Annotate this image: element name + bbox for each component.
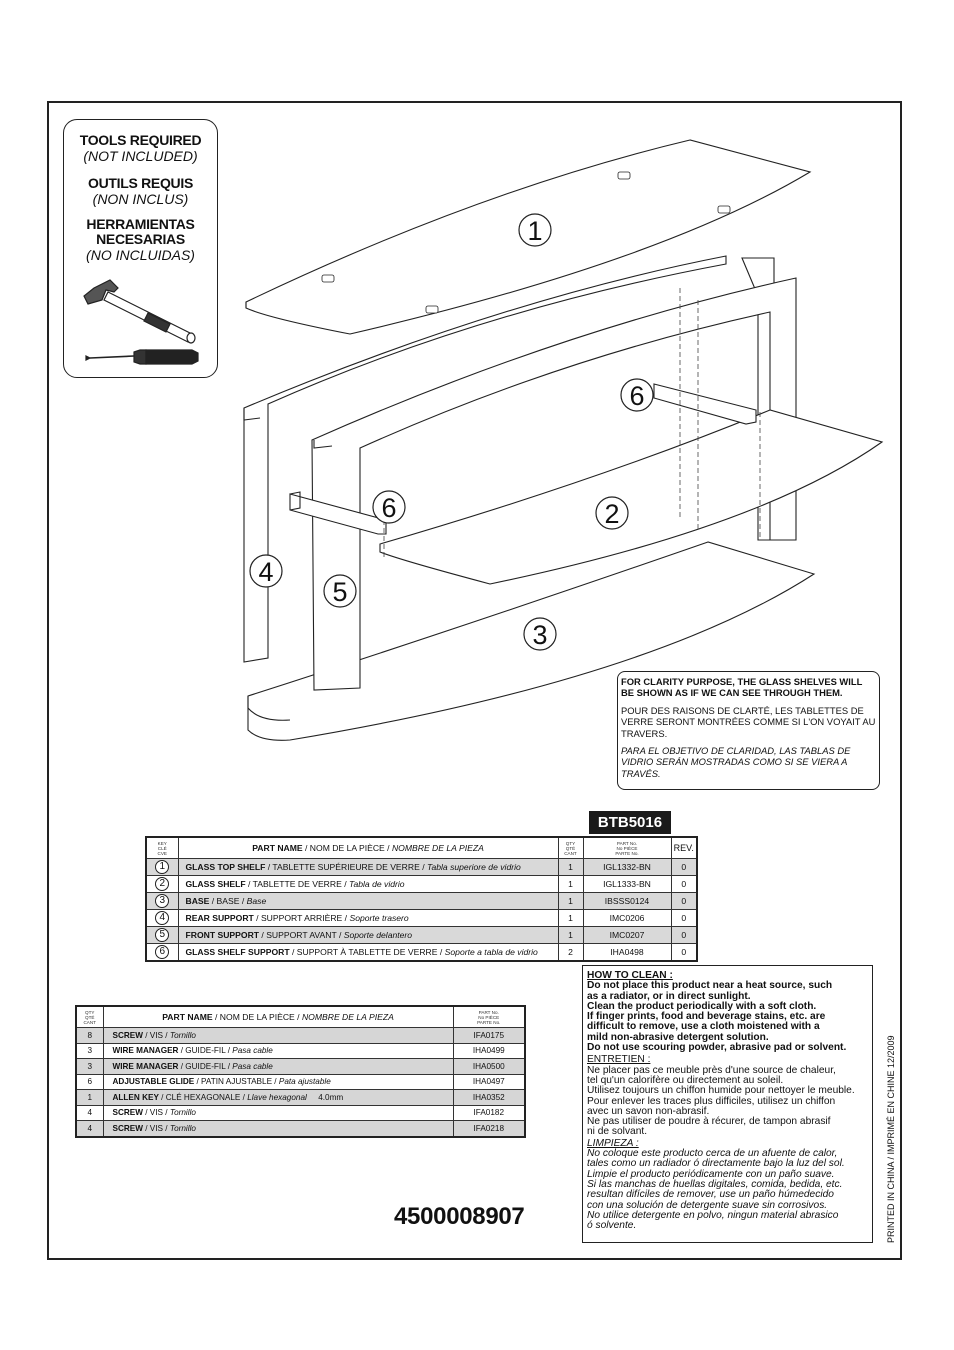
clean-en-line: mild non-abrasive detergent solution. xyxy=(587,1031,769,1043)
parts-table xyxy=(145,836,698,962)
tools-es-sub: (NO INCLUIDAS) xyxy=(86,247,195,263)
callout-6-right xyxy=(621,379,653,411)
clean-fr-line: ni de solvant. xyxy=(587,1126,648,1138)
tools-fr-title: OUTILS REQUIS xyxy=(88,175,193,191)
table-row: 4 SCREW / VIS / Tornillo IFA0218 xyxy=(76,1121,525,1137)
model-number: BTB5016 xyxy=(589,811,671,834)
svg-text:5: 5 xyxy=(332,577,348,607)
clean-en-line: Do not use scouring powder, abrasive pad or solvent. xyxy=(587,1042,847,1054)
callout-1 xyxy=(519,214,551,246)
callout-6-left xyxy=(373,491,405,523)
clean-fr-line: Ne pas utiliser de poudre à récurer, de tampon abrasif xyxy=(587,1116,831,1128)
clean-en-line: Clean the product periodically with a soft cloth. xyxy=(587,1000,817,1012)
clean-es-line: Si las manchas de huellas digitales, comida, bedida, etc. xyxy=(587,1178,843,1190)
svg-text:4: 4 xyxy=(258,557,274,587)
clean-es-line: No coloque este producto cerca de un afuente de calor, xyxy=(587,1148,838,1160)
hardware-table-header: QTY QTÉ CANT PART NAME / NOM DE LA PIÈCE / NOMBRE DE LA PIEZA PART No. No PIÈCE PARTE No. xyxy=(76,1006,525,1028)
tools-en-title: TOOLS REQUIRED xyxy=(79,132,202,148)
shelf-support-right-shape xyxy=(654,384,756,424)
tools-es-title-1: HERRAMIENTAS xyxy=(86,216,195,232)
table-row: 5 FRONT SUPPORT / SUPPORT AVANT / Soporte delantero 1 IMC0207 0 xyxy=(146,927,697,944)
clean-en-title: HOW TO CLEAN : xyxy=(587,970,673,981)
clean-es-line: Limpie el producto periódicamente con un paño suave. xyxy=(587,1168,835,1180)
glass-shelf-shape xyxy=(380,410,882,584)
parts-table-header: KEY CLÉ CVE PART NAME / NOM DE LA PIÈCE / NOMBRE DE LA PIEZA QTY QTÉ CANT PART No. No PIÈCE PARTE No. REV. xyxy=(146,837,697,859)
clean-fr-line: tel qu'un calorifère ou directement au soleil. xyxy=(587,1074,784,1086)
svg-text:6: 6 xyxy=(629,381,645,411)
clarity-note-fr: POUR DES RAISONS DE CLARTÉ, LES TABLETTES DE VERRE SERONT MONTRÉES COMME SI L'ON VOYAIT AU TRAVERS. xyxy=(621,704,876,739)
clean-es-line: resultan difíciles de remover, use un paño húmedecido xyxy=(587,1189,834,1201)
table-row: 4 REAR SUPPORT / SUPPORT ARRIÈRE / Soporte trasero 1 IMC0206 0 xyxy=(146,910,697,927)
clean-es-line: tales como un radiador ó directamente bajo la luz del sol. xyxy=(587,1158,845,1170)
table-row: 3 WIRE MANAGER / GUIDE-FIL / Pasa cable IHA0500 xyxy=(76,1059,525,1075)
clean-fr-line: avec un savon non-abrasif. xyxy=(587,1105,710,1117)
table-row: 1 GLASS TOP SHELF / TABLETTE SUPÉRIEURE DE VERRE / Tabla superiore de vidrio 1 IGL1332-BN 0 xyxy=(146,859,697,876)
printed-in-china-label: PRINTED IN CHINA / IMPRIMÉ EN CHINE 12/2009 xyxy=(886,1035,896,1243)
callout-5 xyxy=(324,575,356,607)
clean-fr-line: Pour enlever les traces plus difficiles, utilisez un chiffon xyxy=(587,1095,836,1107)
clean-fr-title: ENTRETIEN : xyxy=(587,1054,651,1066)
tools-fr-sub: (NON INCLUS) xyxy=(92,191,189,207)
callout-2 xyxy=(596,497,628,529)
table-row: 3 WIRE MANAGER / GUIDE-FIL / Pasa cable IHA0499 xyxy=(76,1043,525,1059)
clean-es-title: LIMPIEZA : xyxy=(587,1137,639,1149)
callout-4 xyxy=(250,555,282,587)
callout-3 xyxy=(524,618,556,650)
svg-text:2: 2 xyxy=(604,499,620,529)
tools-en-sub: (NOT INCLUDED) xyxy=(83,148,198,164)
table-row: 2 GLASS SHELF / TABLETTE DE VERRE / Tabla de vidrio 1 IGL1333-BN 0 xyxy=(146,876,697,893)
clean-en-line: If finger prints, food and beverage stains, etc. are xyxy=(587,1011,826,1023)
clarity-note xyxy=(617,671,880,790)
svg-text:1: 1 xyxy=(527,216,543,246)
table-row: 6 ADJUSTABLE GLIDE / PATIN AJUSTABLE / Pata ajustable IHA0497 xyxy=(76,1074,525,1090)
table-row: 6 GLASS SHELF SUPPORT / SUPPORT À TABLETTE DE VERRE / Soporte a tabla de vidrio 2 IHA0498 0 xyxy=(146,944,697,962)
clean-en-line: difficult to remove, use a cloth moistened with a xyxy=(587,1021,820,1033)
clarity-note-en: FOR CLARITY PURPOSE, THE GLASS SHELVES WILL BE SHOWN AS IF WE CAN SEE THROUGH THEM. xyxy=(621,676,863,699)
clean-fr-line: Utilisez toujours un chiffon humide pour nettoyer le meuble. xyxy=(587,1085,855,1097)
svg-text:6: 6 xyxy=(381,493,397,523)
clean-es-line: No utilice detergente en polvo, ningun material abrasico xyxy=(587,1209,839,1221)
clean-es-line: ó solvente. xyxy=(587,1220,637,1232)
hardware-table xyxy=(75,1005,526,1138)
table-row: 8 SCREW / VIS / Tornillo IFA0175 xyxy=(76,1028,525,1044)
clean-fr-line: Ne placer pas ce meuble près d'une source de chaleur, xyxy=(587,1064,836,1076)
svg-text:3: 3 xyxy=(532,620,548,650)
clean-en-line: Do not place this product near a heat source, such xyxy=(587,980,833,992)
table-row: 1 ALLEN KEY / CLÉ HEXAGONALE / Llave hexagonal 4.0mm IHA0352 xyxy=(76,1090,525,1106)
table-row: 3 BASE / BASE / Base 1 IBSSS0124 0 xyxy=(146,893,697,910)
clarity-note-es: PARA EL OBJETIVO DE CLARIDAD, LAS TABLAS DE VIDRIO SERÁN MOSTRADAS COMO SI SE VIERA A TRAVÉS. xyxy=(621,745,851,779)
tools-es-title-2: NECESARIAS xyxy=(96,231,185,247)
clean-en-line: as a radiator, or in direct sunlight. xyxy=(587,990,751,1002)
table-row: 4 SCREW / VIS / Tornillo IFA0182 xyxy=(76,1105,525,1121)
cleaning-instructions xyxy=(582,965,873,1243)
clean-es-line: con una solución de detergente suave sin corrosivos. xyxy=(587,1199,828,1211)
document-part-number: 4500008907 xyxy=(394,1203,525,1230)
